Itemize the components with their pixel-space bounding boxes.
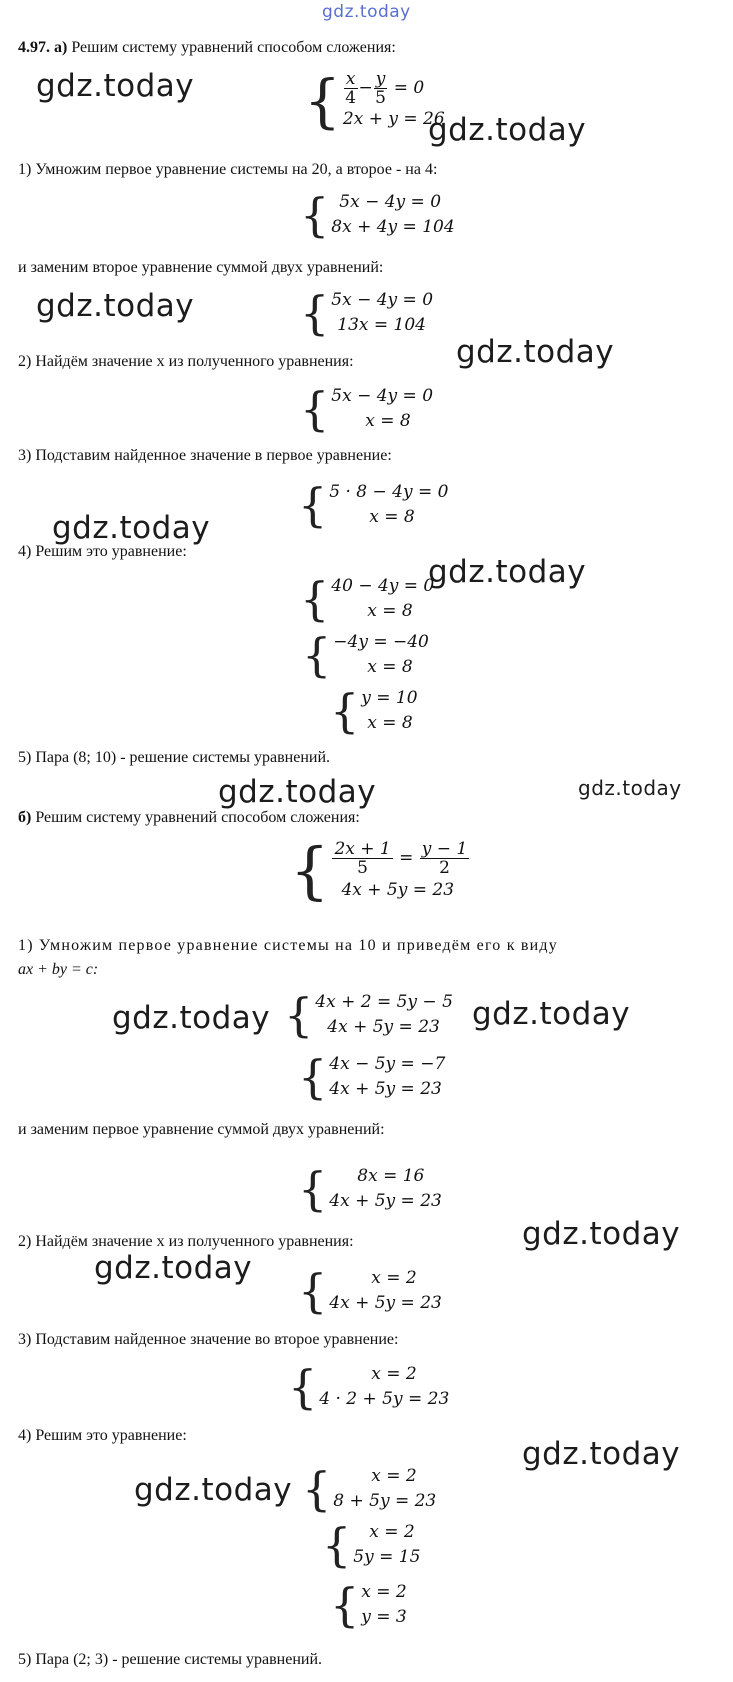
system-b7 [322,1520,420,1570]
watermark: gdz.today [112,1000,271,1036]
system-row: 5x − 4y = 0 [331,386,434,406]
watermark: gdz.today [52,510,211,546]
system-a0 [304,67,445,135]
system-row: 4x + 5y = 23 [327,1017,440,1037]
watermark-top: gdz.today [322,2,411,22]
brace-icon: { [284,988,314,1042]
system-row: 4x + 5y = 23 [329,1079,442,1099]
system-row: x = 2 [371,1364,417,1384]
system-row: 4x + 5y = 23 [329,1191,442,1211]
system-row: $\frac{x}{4}$ − $\frac{y}{5}$ = 0 [345,69,425,108]
system-row: x = 8 [367,601,413,621]
brace-icon: { [298,478,328,532]
system-b5 [288,1362,449,1412]
system-b6 [302,1464,436,1514]
brace-icon: { [298,1162,328,1216]
system-row: y = 10 [361,688,418,708]
step-text: и заменим первое уравнение суммой двух уравнений: [18,1121,385,1138]
system-row: 4x + 5y = 23 [341,880,455,900]
watermark: gdz.today [94,1250,253,1286]
system-b8 [330,1580,407,1630]
step-text: 4) Решим это уравнение: [18,543,187,560]
step-text: и заменим второе уравнение суммой двух уравнений: [18,259,384,276]
brace-icon: { [290,833,330,907]
system-row: 5x − 4y = 0 [339,192,442,212]
system-row: 13x = 104 [337,315,426,335]
system-row: 4 · 2 + 5y = 23 [319,1389,450,1409]
brace-icon: { [300,286,330,340]
system-a2 [300,288,433,338]
step-text: ax + by = c: [18,961,99,978]
watermark: gdz.today [522,1216,681,1252]
system-row: x = 8 [367,713,413,733]
system-a4 [298,480,448,530]
step-text: 3) Подставим найденное значение во второе уравнение: [18,1331,399,1348]
system-row: 4x + 5y = 23 [329,1293,442,1313]
fraction: $\frac{y}{5}$ [375,69,386,108]
brace-icon: { [300,572,330,626]
watermark: gdz.today [472,996,631,1032]
brace-icon: { [288,1360,318,1414]
step-text: 2) Найдём значение x из полученного уравнения: [18,1233,354,1250]
system-row: 5x − 4y = 0 [331,290,434,310]
brace-icon: { [300,188,330,242]
watermark: gdz.today [428,112,587,148]
system-row: 8 + 5y = 23 [333,1491,437,1511]
brace-icon: { [304,67,341,135]
watermark: gdz.today [522,1436,681,1472]
system-a1 [300,190,455,240]
system-b1 [284,990,453,1040]
system-row: x = 2 [369,1522,415,1542]
system-row: $\frac{2x + 1}{5}$ = $\frac{y - 1}{2}$ [334,839,468,878]
system-row: x = 2 [371,1268,417,1288]
step-text: 4) Решим это уравнение: [18,1427,187,1444]
system-a7 [330,686,418,736]
watermark: gdz.today [456,334,615,370]
brace-icon: { [302,1462,332,1516]
system-b2 [298,1052,445,1102]
answer-text: 5) Пара (2; 3) - решение системы уравнений. [18,1651,323,1668]
system-row: 4x − 5y = −7 [329,1054,446,1074]
system-row: −4y = −40 [333,632,429,652]
system-row: 8x + 4y = 104 [331,217,455,237]
step-text: 3) Подставим найденное значение в первое уравнение: [18,447,392,464]
system-b4 [298,1266,442,1316]
fraction: $\frac{x}{4}$ [345,69,357,108]
brace-icon: { [298,1264,328,1318]
system-b0 [290,833,470,907]
problem-number: б) [18,809,32,826]
system-a5 [300,574,434,624]
system-b3 [298,1164,442,1214]
watermark: gdz.today [36,288,195,324]
problem-number: 4.97. а) [18,39,68,56]
system-row: y = 3 [361,1607,407,1627]
brace-icon: { [322,1518,352,1572]
system-row: x = 2 [371,1466,417,1486]
problem-text: Решим систему уравнений способом сложения: [67,39,396,56]
system-row: 4x + 2 = 5y − 5 [315,992,453,1012]
brace-icon: { [300,382,330,436]
watermark: gdz.today [428,554,587,590]
system-row: 8x = 16 [357,1166,425,1186]
answer-text: 5) Пара (8; 10) - решение системы уравнений. [18,749,331,766]
system-row: x = 8 [369,507,415,527]
problem-text: Решим систему уравнений способом сложения: [31,809,360,826]
system-row: 2x + y = 26 [342,109,445,129]
step-text: 1) Умножим первое уравнение системы на 10 и приведём его к виду [18,937,558,954]
system-a6 [302,630,429,680]
system-row: 5 · 8 − 4y = 0 [329,482,449,502]
brace-icon: { [298,1050,328,1104]
watermark: gdz.today [36,68,195,104]
problem-header [18,808,360,828]
system-row: x = 8 [365,411,411,431]
fraction: $\frac{2x + 1}{5}$ [334,839,391,878]
watermark: gdz.today [134,1472,293,1508]
brace-icon: { [330,684,360,738]
watermark: gdz.today [578,776,682,800]
system-row: 5y = 15 [353,1547,421,1567]
system-a3 [300,384,433,434]
fraction: $\frac{y - 1}{2}$ [421,839,468,878]
brace-icon: { [330,1578,360,1632]
system-row: 40 − 4y = 0 [331,576,435,596]
watermark: gdz.today [218,774,377,810]
system-row: x = 2 [361,1582,407,1602]
problem-header [18,38,396,58]
system-row: x = 8 [367,657,413,677]
step-text: 2) Найдём значение x из полученного уравнения: [18,353,354,370]
step-text: 1) Умножим первое уравнение системы на 20, а второе - на 4: [18,161,438,178]
brace-icon: { [302,628,332,682]
